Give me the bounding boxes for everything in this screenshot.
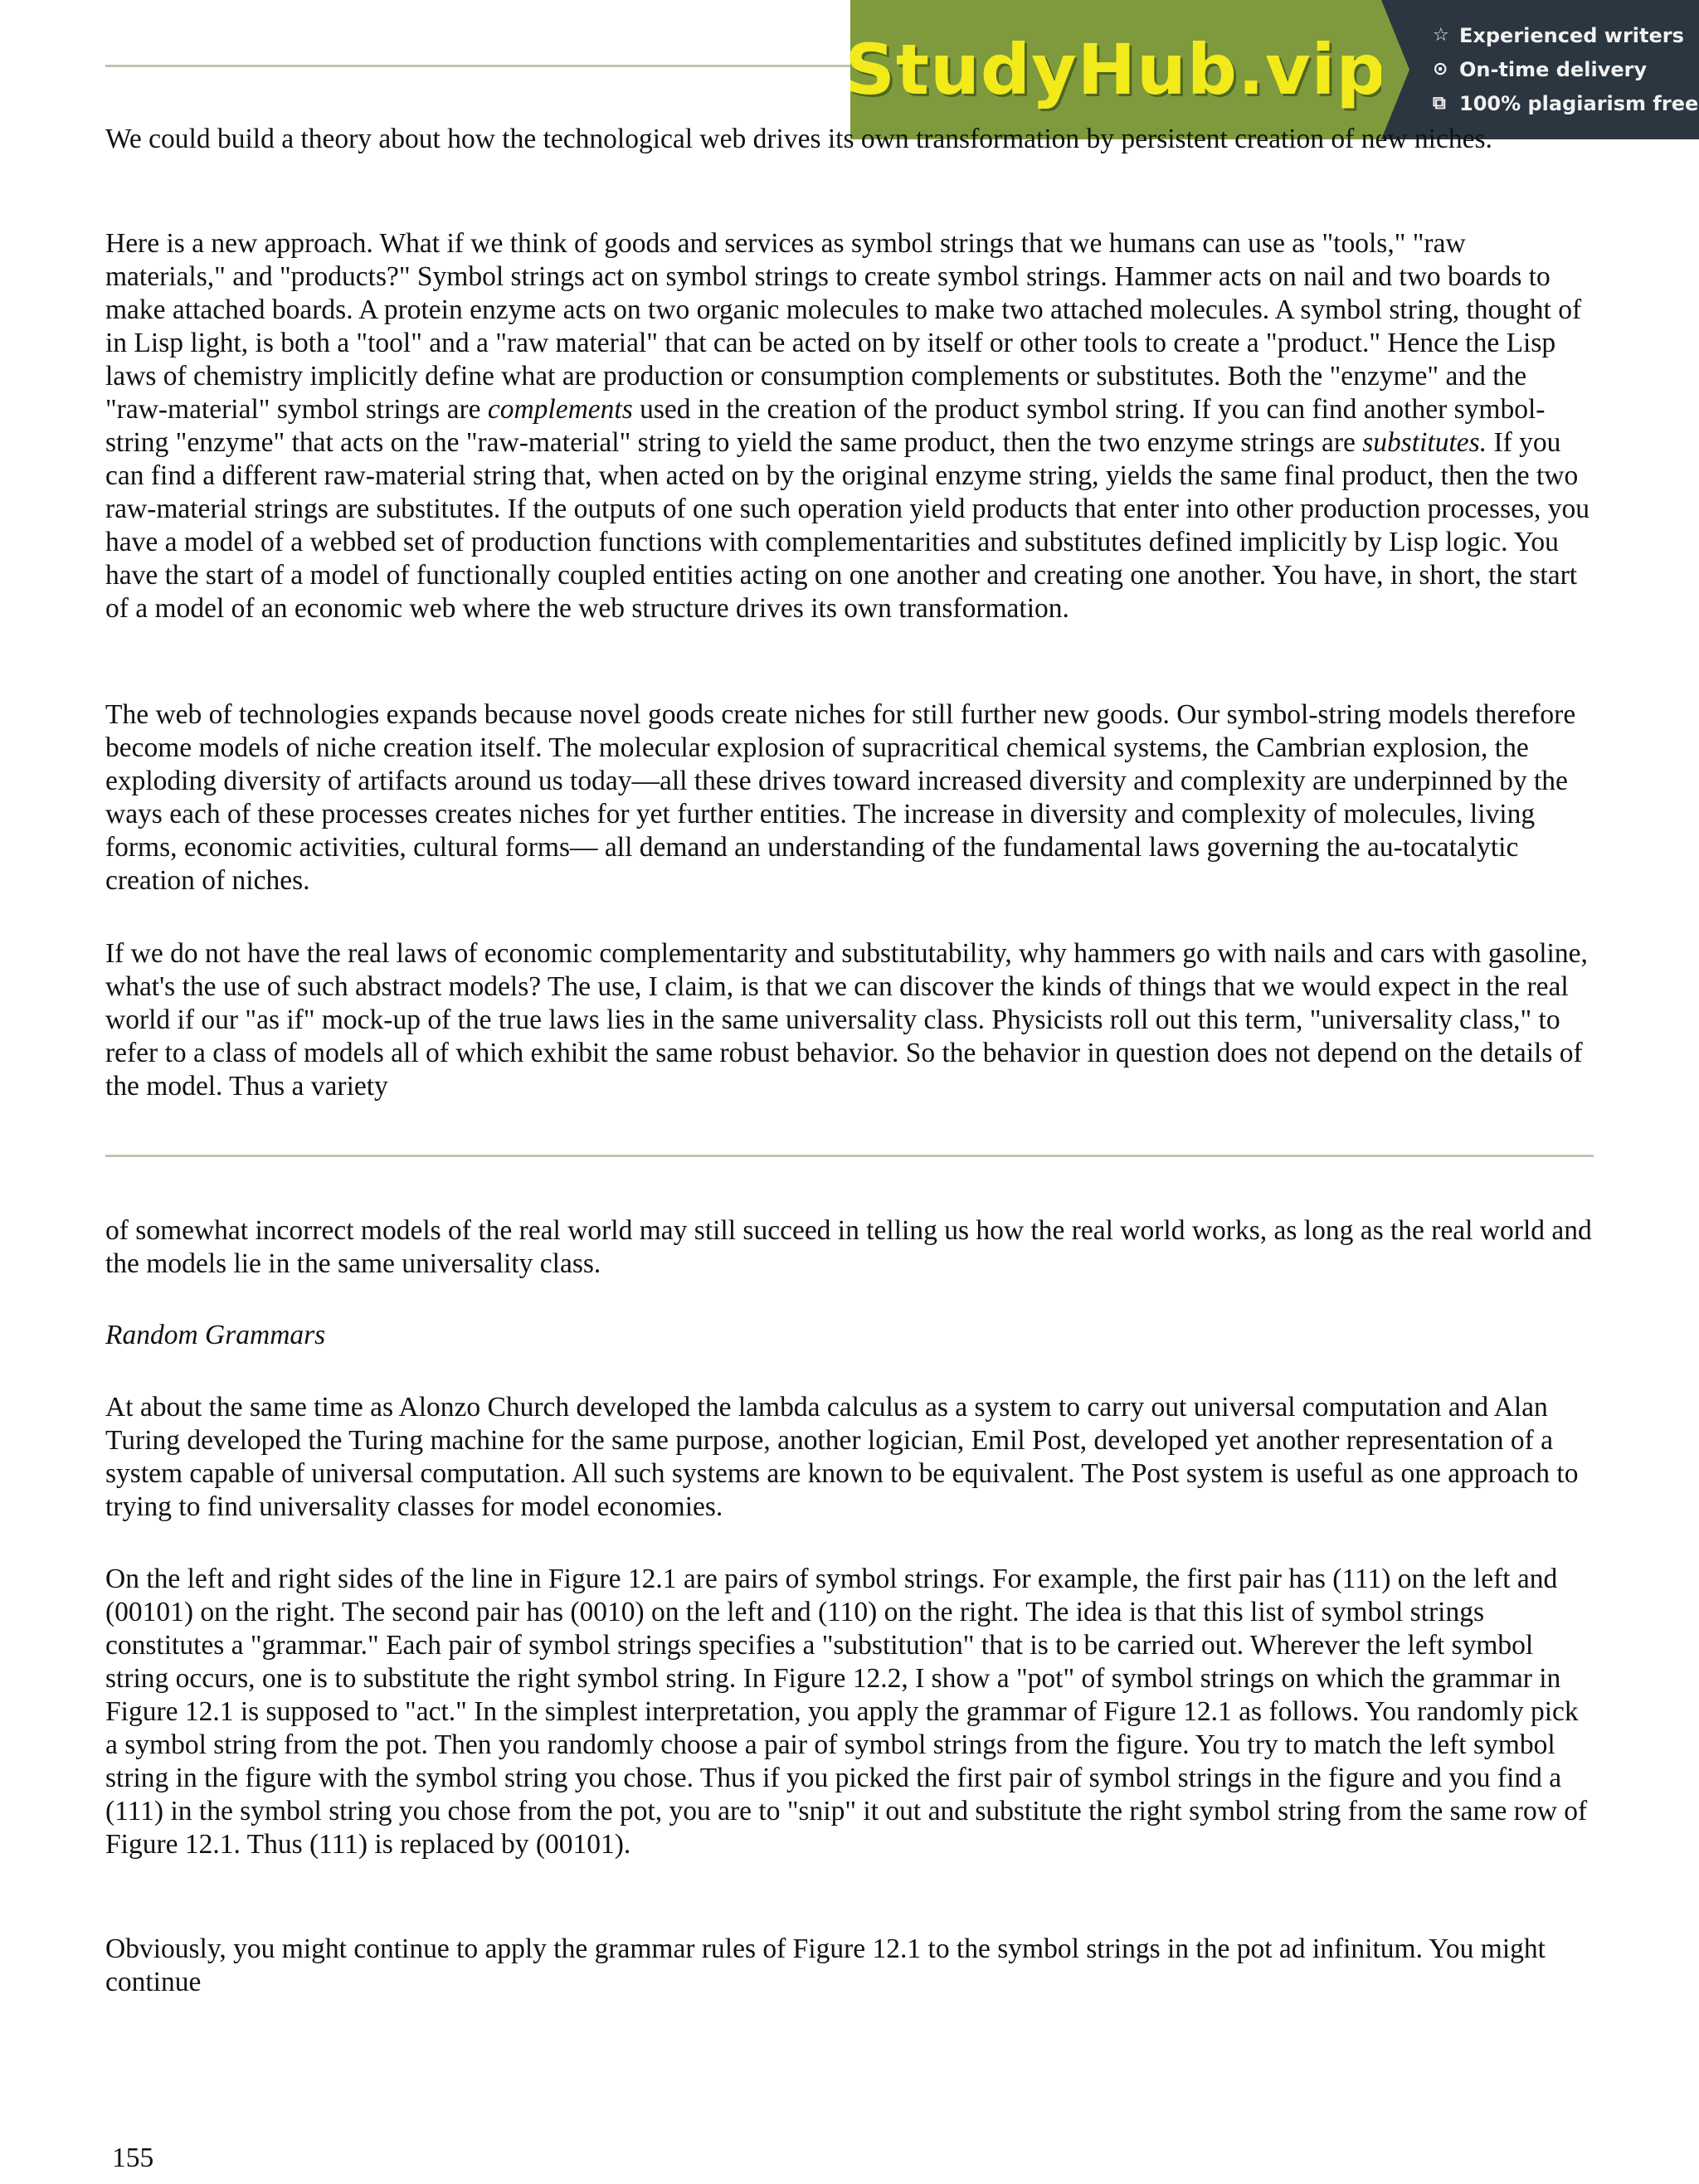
page-bottom-text [105,1214,1592,1281]
page-bottom-text [105,1319,1592,1352]
paragraph: of somewhat incorrect models of the real world may still succeed in telling us how the real world works, as long as the real world and the models lie in the same universality class. [105,1215,1592,1279]
page-number: 155 [112,2143,154,2173]
emphasis-substitutes: substitutes. [1362,427,1487,458]
paragraph: Obviously, you might continue to apply the grammar rules of Figure 12.1 to the symbol strings in the pot ad infinitum. You might continue [105,1933,1546,1997]
emphasis-complements: complements [487,394,633,425]
paragraph-text: If you can find a different raw-material string that, when acted on by the original enzyme string, yields the same final product, then the two raw-material strings are substitutes. If the outputs of one such operation yield products that enter into other production processes, you have a model of a webbed set of production functions with complementarities and substitutes defined implicitly by Lisp logic. You have the start of a model of functionally coupled entities acting on one another and creating one another. You have, in short, the start of a model of an economic web where the web structure drives its own transformation. [105,427,1590,624]
feature-label: Experienced writers [1459,23,1684,47]
feature-on-time-delivery [1433,52,1699,86]
page-bottom-text [105,1391,1592,1524]
studyhub-logo: StudyHub.vip [845,29,1387,110]
copy-icon: ⧉ [1433,93,1446,114]
feature-label: On-time delivery [1459,57,1648,81]
paragraph-text: Here is a new approach. What if we think of goods and services as symbol strings that we humans can use as "tools," "raw materials," and "products?" Symbol strings act on symbol strings to create symbol strings. Hammer acts on nail and two boards to make attached boards. A protein enzyme acts on two organic molecules to make two attached molecules. A symbol string, thought of in Lisp light, is both a "tool" and a "raw material" that can be acted on by itself or other tools to create a "product." Hence the Lisp laws of chemistry implicitly define what are production or consumption complements or substitutes. Both the "enzyme" and the "raw-material" symbol strings are [105,228,1582,425]
page-bottom-text [105,1933,1592,1999]
page-divider [105,1155,1594,1157]
paragraph [105,227,1592,625]
feature-experienced-writers [1433,18,1699,52]
section-heading: Random Grammars [105,1320,326,1350]
page-top-text [105,698,1592,897]
paragraph: If we do not have the real laws of economic complementarity and substitutability, why hammers go with nails and cars with gasoline, what's the use of such abstract models? The use, I claim, is that we can discover the kinds of things that we would expect in the real world if our "as if" mock-up of the true laws lies in the same universality class. Physicists roll out this term, "universality class," to refer to a class of models all of which exhibit the same robust behavior. So the behavior in question does not depend on the details of the model. Thus a variety [105,938,1588,1102]
star-icon: ☆ [1433,25,1449,46]
paragraph: At about the same time as Alonzo Church developed the lambda calculus as a system to carry out universal computation and Alan Turing developed the Turing machine for the same purpose, another logician, Emil Post, developed yet another representation of a system capable of universal computation. All such systems are known to be equivalent. The Post system is useful as one approach to trying to find universality classes for model economies. [105,1392,1579,1522]
page-top-text [105,123,1592,156]
paragraph: We could build a theory about how the technological web drives its own transformation by persistent creation of new niches. [105,124,1492,154]
banner-features [1381,0,1699,139]
feature-plagiarism-free [1433,86,1699,120]
clock-icon: ⊙ [1433,59,1448,80]
feature-label: 100% plagiarism free [1459,91,1699,115]
page-top-text [105,227,1592,625]
paragraph-text: used in the creation of the product symbol string. If you can find another symbol-string "enzyme" that acts on the "raw-material" string to yield the same product, then the two enzyme strings are [105,394,1546,458]
paragraph: The web of technologies expands because novel goods create niches for still further new goods. Our symbol-string models therefore become models of niche creation itself. The molecular explosion of supracritical chemical systems, the Cambrian explosion, the exploding diversity of artifacts around us today—all these drives toward increased diversity and complexity are underpinned by the ways each of these processes creates niches for yet further entities. The increase in diversity and complexity of molecules, living forms, economic activities, cultural forms— all demand an understanding of the fundamental laws governing the au-tocatalytic creation of niches. [105,699,1576,896]
page-top-text [105,937,1592,1103]
studyhub-banner[interactable] [845,0,1699,139]
page-bottom-text [105,1563,1592,1861]
paragraph: On the left and right sides of the line in Figure 12.1 are pairs of symbol strings. For example, the first pair has (111) on the left and (00101) on the right. The second pair has (0010) on the left and (110) on the right. The idea is that this list of symbol strings constitutes a "grammar." Each pair of symbol strings specifies a "substitution" that is to be carried out. Wherever the left symbol string occurs, one is to substitute the right symbol string. In Figure 12.2, I show a "pot" of symbol strings on which the grammar in Figure 12.1 is supposed to "act." In the simplest interpretation, you apply the grammar of Figure 12.1 as follows. You randomly pick a symbol string from the pot. Then you randomly choose a pair of symbol strings from the figure. You try to match the left symbol string in the figure with the symbol string you chose. Thus if you picked the first pair of symbol strings in the figure and you find a (111) in the symbol string you chose from the pot, you are to "snip" it out and substitute the right symbol string from the same row of Figure 12.1. Thus (111) is replaced by (00101). [105,1564,1588,1860]
banner-logo-panel[interactable] [845,0,1387,139]
